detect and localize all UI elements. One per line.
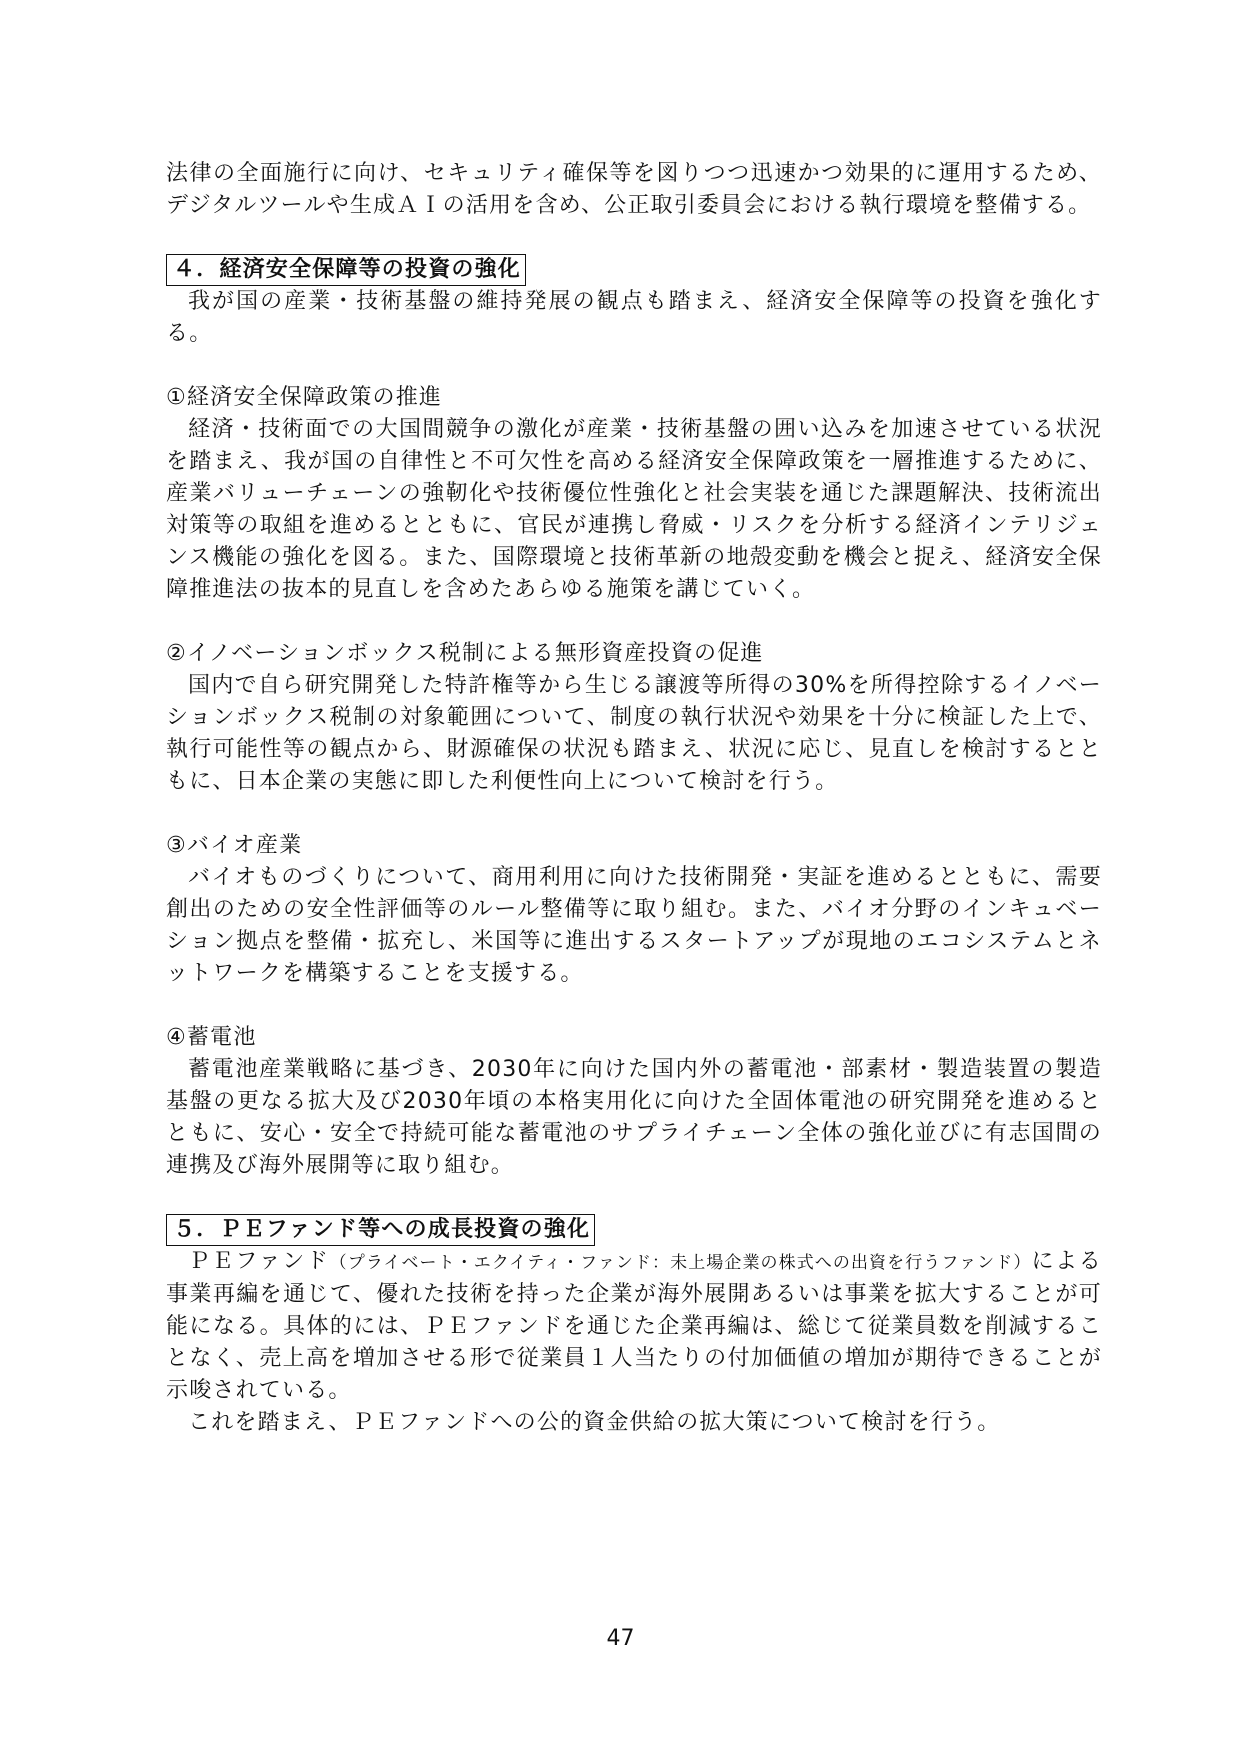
section-5-body-1 — [166, 1246, 1102, 1407]
section-4-item-3 — [166, 830, 1102, 990]
item-2-title: ②イノベーションボックス税制による無形資産投資の促進 — [166, 641, 764, 666]
section-4-item-2 — [166, 638, 1102, 798]
item-3-body: バイオものづくりについて、商用利用に向けた技術開発・実証を進めるとともに、需要創出のための安全性評価等のルール整備等に取り組む。また、バイオ分野のインキュベーション拠点を整備・拡充し、米国等に進出するスタートアップが現地のエコシステムとネットワークを構築することを支援する。 — [166, 865, 1102, 986]
section-4-intro: 我が国の産業・技術基盤の維持発展の観点も踏まえ、経済安全保障等の投資を強化する。 — [166, 289, 1102, 346]
item-3-title: ③バイオ産業 — [166, 833, 303, 858]
section-5-heading: ５．ＰＥファンド等への成長投資の強化 — [166, 1214, 595, 1246]
section-5-body-2: これを踏まえ、ＰＥファンドへの公的資金供給の拡大策について検討を行う。 — [188, 1410, 1001, 1435]
pe-fund-note: （プライベート・エクイティ・ファンド：未上場企業の株式への出資を行うファンド） — [329, 1253, 1032, 1273]
section-5 — [166, 1214, 1102, 1439]
document-page — [166, 158, 1102, 1439]
section-4-item-4 — [166, 1022, 1102, 1182]
item-1-title: ①経済安全保障政策の推進 — [166, 385, 443, 410]
intro-paragraph: 法律の全面施行に向け、セキュリティ確保等を図りつつ迅速かつ効果的に運用するため、デジタルツールや生成ＡＩの活用を含め、公正取引委員会における執行環境を整備する。 — [166, 161, 1102, 218]
section-4 — [166, 254, 1102, 1182]
item-4-body: 蓄電池産業戦略に基づき、2030年に向けた国内外の蓄電池・部素材・製造装置の製造基盤の更なる拡大及び2030年頃の本格実用化に向けた全固体電池の研究開発を進めるとともに、安心・安全で持続可能な蓄電池のサプライチェーン全体の強化並びに有志国間の連携及び海外展開等に取り組む。 — [166, 1057, 1102, 1178]
section-4-heading: ４．経済安全保障等の投資の強化 — [166, 254, 526, 286]
item-4-title: ④蓄電池 — [166, 1025, 257, 1050]
item-2-body: 国内で自ら研究開発した特許権等から生じる譲渡等所得の30%を所得控除するイノベーションボックス税制の対象範囲について、制度の執行状況や効果を十分に検証した上で、執行可能性等の観点から、財源確保の状況も踏まえ、状況に応じ、見直しを検討するとともに、日本企業の実態に即した利便性向上について検討を行う。 — [166, 673, 1102, 794]
item-1-body: 経済・技術面での大国間競争の激化が産業・技術基盤の囲い込みを加速させている状況を踏まえ、我が国の自律性と不可欠性を高める経済安全保障政策を一層推進するために、産業バリューチェーンの強靭化や技術優位性強化と社会実装を通じた課題解決、技術流出対策等の取組を進めるとともに、官民が連携し脅威・リスクを分析する経済インテリジェンス機能の強化を図る。また、国際環境と技術革新の地殻変動を機会と捉え、経済安全保障推進法の抜本的見直しを含めたあらゆる施策を講じていく。 — [166, 417, 1102, 602]
section-4-item-1 — [166, 382, 1102, 606]
pe-fund-body: による事業再編を通じて、優れた技術を持った企業が海外展開あるいは事業を拡大することが可能になる。具体的には、ＰＥファンドを通じた企業再編は、総じて従業員数を削減することなく、売上高を増加させる形で従業員１人当たりの付加価値の増加が期待できることが示唆されている。 — [166, 1249, 1103, 1403]
pe-fund-lead: ＰＥファンド — [188, 1249, 330, 1274]
page-number: 47 — [606, 1626, 635, 1651]
